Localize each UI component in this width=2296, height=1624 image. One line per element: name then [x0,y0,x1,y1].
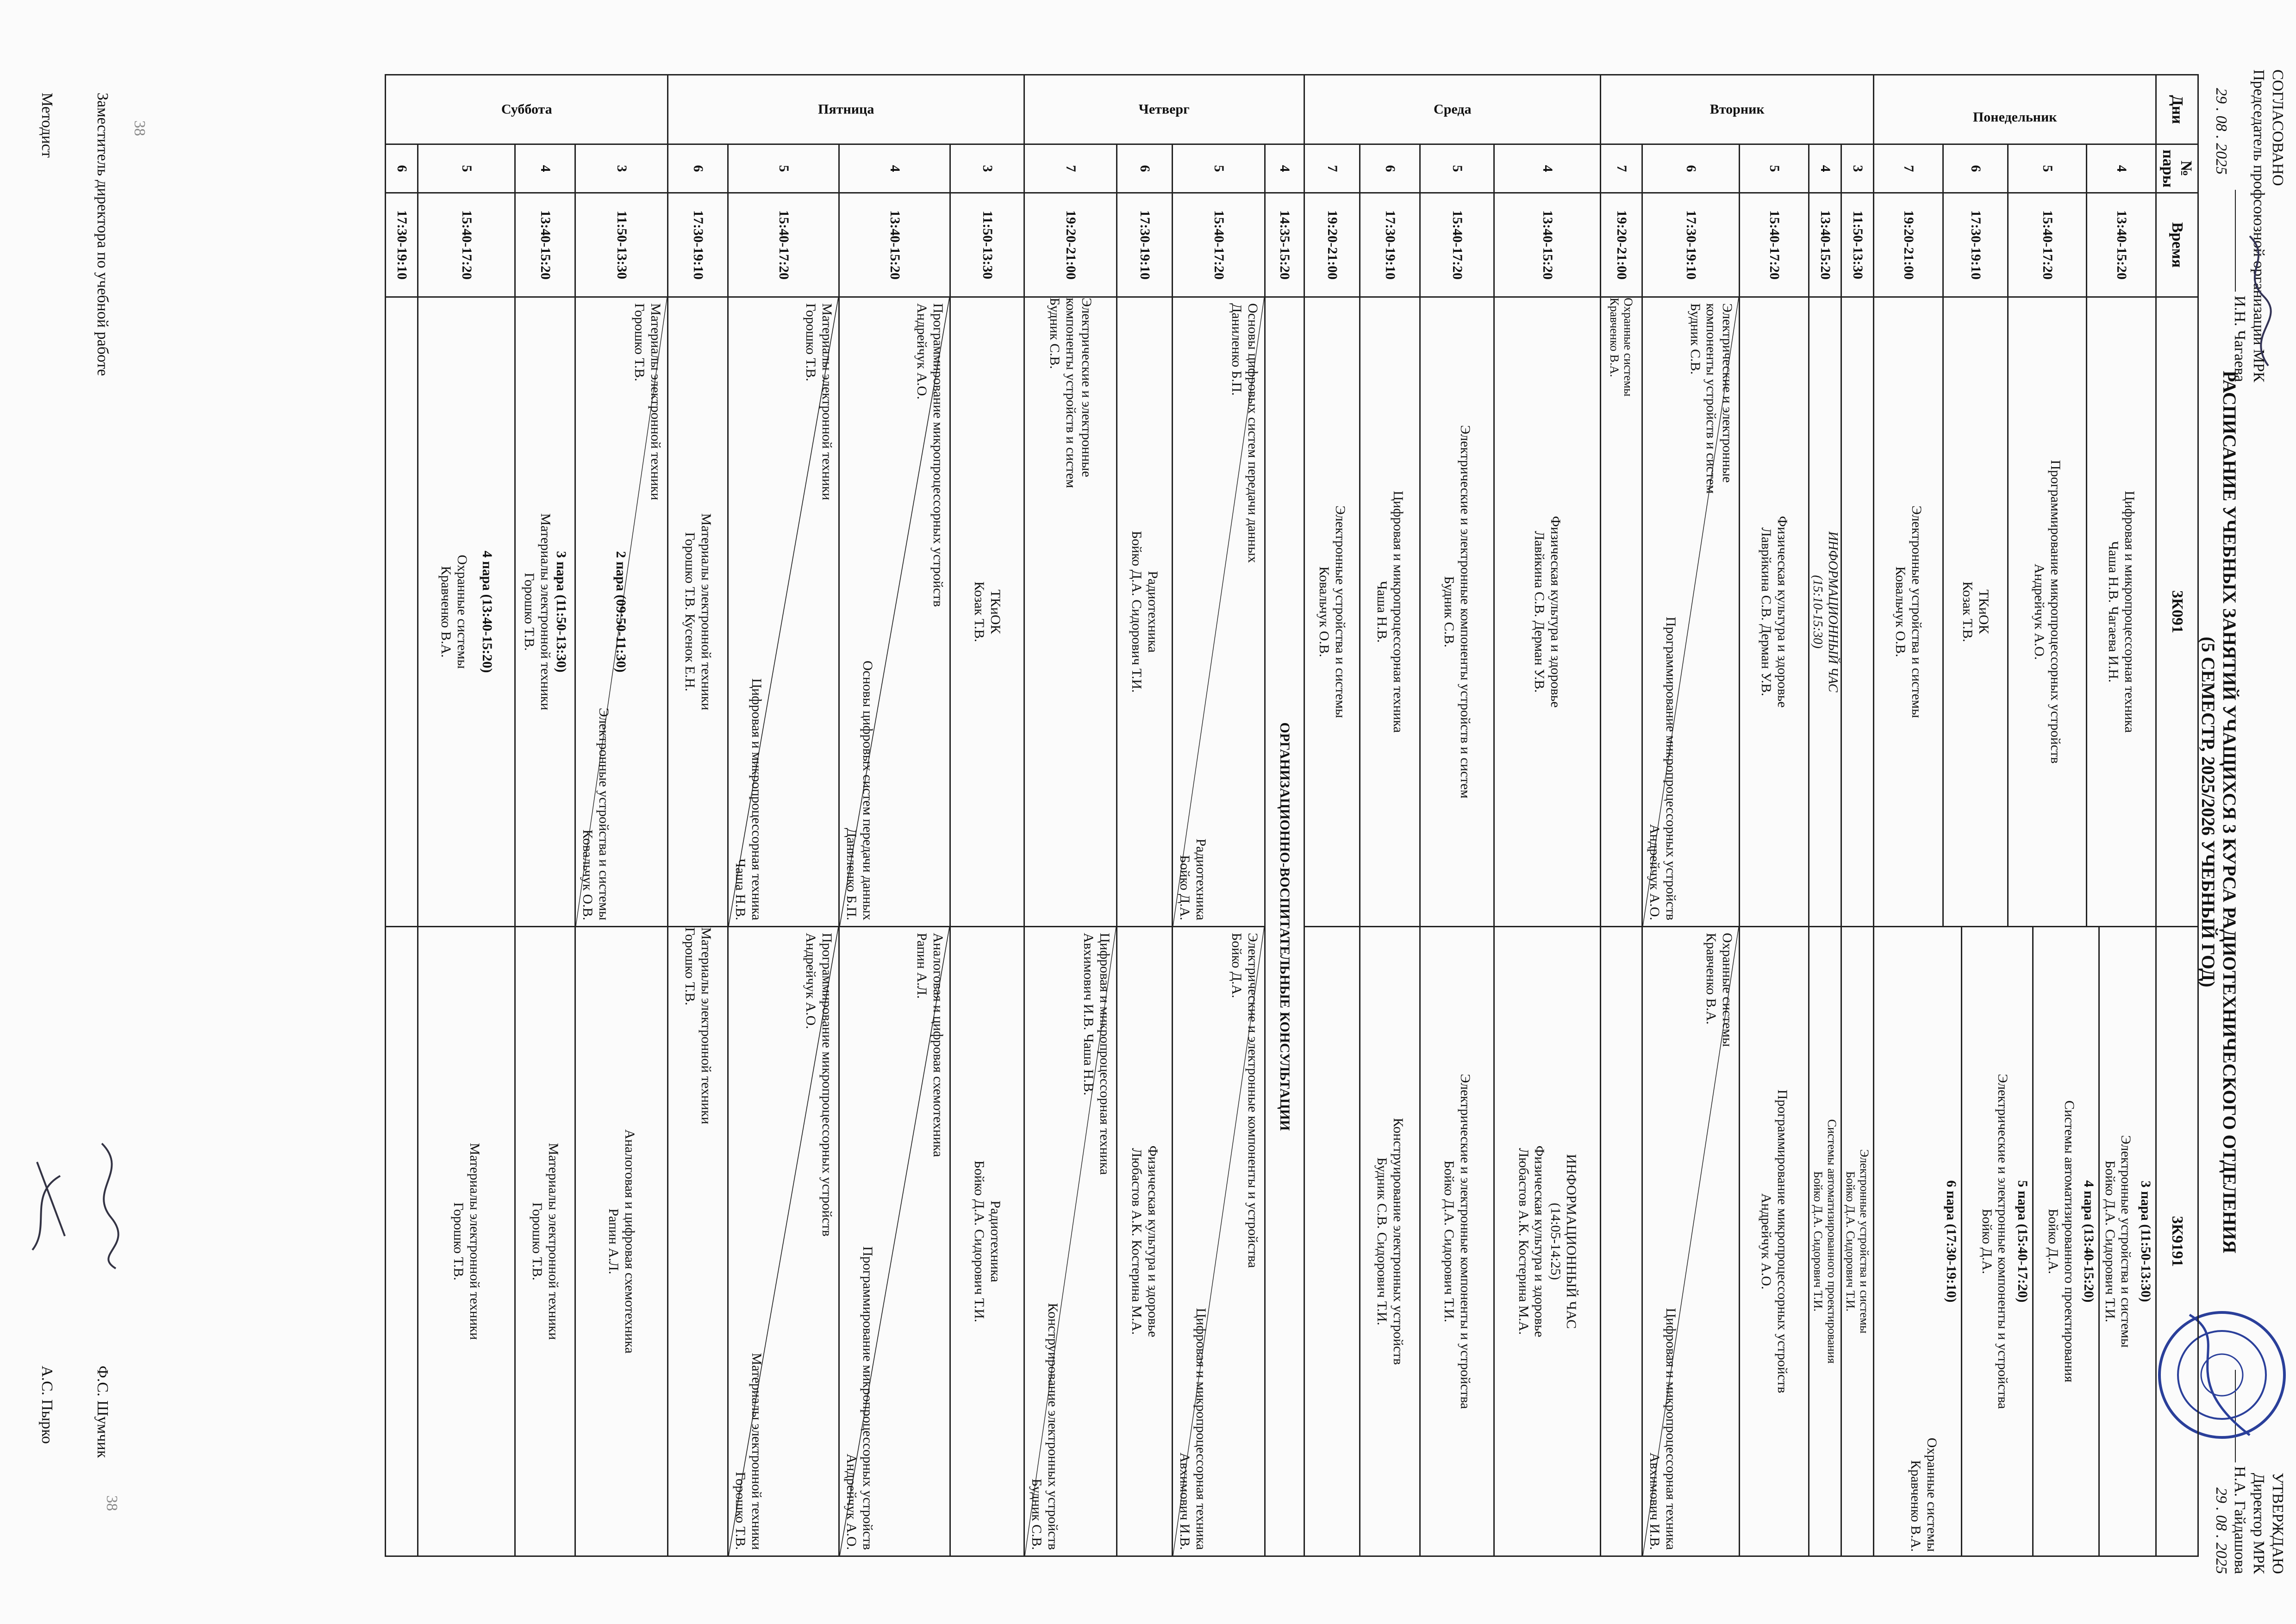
table-row [1304,75,1360,1556]
lesson-cell: Электрические и электронные компоненты устройств и систем Будник С.В. [1420,297,1494,927]
info-hour-cell: ИНФОРМАЦИОННЫЙ ЧАС (15:10-15:30) [1809,297,1841,927]
lesson-cell-empty [386,297,418,927]
pair-time: 13:40-15:20 [839,193,950,297]
pair-time: 11:50-13:30 [950,193,1024,297]
lesson-cell-empty [1841,297,1874,927]
lesson-text: Электрические и электронные компоненты и устройства Бойко Д.А. [1961,927,2013,1555]
pair-number: 4 [1494,144,1601,193]
pair-number: 7 [1874,144,1943,193]
lesson-text-upper: Программирование микропроцессорных устройств Андрейчук А.О. [803,933,835,1237]
lesson-cell: Материалы электронной техники Горошко Т.В. [668,927,728,1556]
pair-number: 7 [1304,144,1360,193]
table-row [668,75,728,1556]
pair-time: 15:40-17:20 [1740,193,1809,297]
table-row [386,75,418,1556]
lesson-cell: Охранные системы Кравченко В.А. [1601,297,1642,927]
lesson-cell [515,297,575,927]
pair-time: 15:40-17:20 [2008,193,2087,297]
deputy-name: Ф.С. Шумчик [94,1366,111,1458]
lesson-cell: Физическая культура и здоровье Любастов А.К. Костерина М.А. [1117,927,1173,1556]
header-time: Время [2156,193,2198,297]
lesson-text-lower: Конструирование электронных устройств Будник С.В. [1029,1303,1061,1550]
approval-left-title: СОГЛАСОВАНО [2269,69,2286,186]
pair-number: 5 [1173,144,1265,193]
pair-label: 6 пара (17:30-19:10) [1944,1180,1959,1303]
pair-time: 19:20-21:00 [1601,193,1642,297]
approval-left-name: И.Н. Чагаева [2231,295,2249,382]
header-group-2: 3К9191 [2156,927,2198,1556]
pair-label: 2 пара (09:50-11:30) [613,551,629,673]
table-row [1601,75,1642,1556]
lesson-text-upper: Основы цифровых систем передачи данных Даниленко Б.П. [1229,303,1260,563]
pair-time: 17:30-19:10 [1117,193,1173,297]
header-days: Дни [2156,75,2198,144]
lesson-cell: Цифровая и микропроцессорная техника Чаша Н.В. [1360,297,1420,927]
approval-left-position: Председатель профсоюзной организации МРК [2250,69,2268,382]
pair-time: 14:35-15:20 [1265,193,1304,297]
lesson-text: Охранные системы Кравченко В.А. [438,555,470,669]
lesson-text-upper: Аналоговая и цифровая схемотехника Рапин А.Л. [914,933,946,1157]
pair-number: 6 [1642,144,1740,193]
pair-number: 4 [2087,144,2156,193]
approval-right-position: Директор МРК [2250,1473,2268,1574]
lesson-text-lower: Цифровая и микропроцессорная техника Авхимович И.В. [1647,1308,1678,1550]
table-row [515,75,575,1556]
day-saturday: Суббота [386,75,668,144]
pair-number: 7 [1024,144,1117,193]
pair-time: 13:40-15:20 [1809,193,1841,297]
lesson-cell: Физическая культура и здоровье Лавйкина С.В. Дерман У.В. [1494,297,1601,927]
lesson-text-lower: Цифровая и микропроцессорная техника Авхимович И.В. [1177,1308,1209,1550]
lesson-text-upper: Цифровая и микропроцессорная техника Авхимович И.В. Чаша Н.В. [1081,933,1112,1175]
table-row [1265,75,1304,1556]
pair-time: 13:40-15:20 [1494,193,1601,297]
lesson-text: Электронные устройства и системы Бойко Д.А. Сидорович Т.И. [2099,927,2136,1555]
pair-number: 4 [839,144,950,193]
table-row [575,75,668,1556]
table-row [1841,75,1874,1556]
lesson-cell-split [1642,927,1740,1556]
lesson-cell-split [728,927,839,1556]
consultations-banner: ОРГАНИЗАЦИОННО-ВОСПИТАТЕЛЬНЫЕ КОНСУЛЬТАЦИИ [1265,297,1304,1556]
day-thursday: Четверг [1024,75,1304,144]
approval-right-title: УТВЕРЖДАЮ [2269,1472,2286,1574]
pair-number: 6 [386,144,418,193]
pair-number: 5 [418,144,515,193]
lesson-cell: ТКиОК Козак Т.В. [950,297,1024,927]
pair-time: 19:20-21:00 [1874,193,1943,297]
document-title: РАСПИСАНИЕ УЧЕБНЫХ ЗАНЯТИЙ УЧАЩИХСЯ 3 КУРСА РАДИОТЕХНИЧЕСКОГО ОТДЕЛЕНИЯ [2219,370,2240,1254]
footer-deputy [94,93,111,1528]
lesson-cell: Физическая культура и здоровье Лаврйкина С.В. Дерман У.В. [1740,297,1809,927]
table-row [1173,75,1265,1556]
pair-time: 17:30-19:10 [1943,193,2008,297]
methodist-position: Методист [38,93,56,158]
pair-number: 4 [1265,144,1304,193]
pair-number: 3 [1841,144,1874,193]
approval-right-date: 29 . 08 . 2025 [2212,1487,2230,1574]
lesson-cell: Электронные устройства и системы Бойко Д.А. Сидорович Т.И. [1841,927,1874,1556]
lesson-cell-split [839,297,950,927]
day-monday: Понедельник [1874,75,2156,144]
pair-number: 5 [1740,144,1809,193]
lesson-cell-split [839,927,950,1556]
lesson-cell: Материалы электронной техники Горошко Т.В. [515,927,575,1556]
table-row [418,75,515,1556]
lesson-text-upper: Электрические и электронные компоненты и устройства Бойко Д.А. [1229,933,1260,1268]
pair-time: 17:30-19:10 [668,193,728,297]
pair-number: 4 [515,144,575,193]
table-row [2087,75,2156,1556]
pair-time: 15:40-17:20 [418,193,515,297]
lesson-cell-empty [1601,927,1642,1556]
pair-label: 3 пара (11:50-13:30) [554,551,569,673]
lesson-text-lower: Основы цифровых систем передачи данных Даниленко Б.П. [844,661,875,920]
pair-time: 17:30-19:10 [1642,193,1740,297]
day-wednesday: Среда [1304,75,1601,144]
lesson-cell: Цифровая и микропроцессорная техника Чаша Н.В. Чагаева И.Н. [2087,297,2156,927]
table-header-row [2156,75,2198,1556]
pair-label: 3 пара (11:50-13:30) [2138,1181,2153,1302]
lesson-cell: Системы автоматизированного проектирования Бойко Д.А. Сидорович Т.И. [1809,927,1841,1556]
pair-time: 11:50-13:30 [1841,193,1874,297]
pair-time: 19:20-21:00 [1024,193,1117,297]
pair-number: 4 [1809,144,1841,193]
table-row [1024,75,1117,1556]
lesson-text: Материалы электронной техники Горошко Т.В. [522,513,553,711]
pair-time: 15:40-17:20 [728,193,839,297]
pair-number: 6 [1360,144,1420,193]
deputy-position: Заместитель директора по учебной работе [94,93,111,376]
schedule-table [385,74,2199,1557]
table-row [839,75,950,1556]
pair-number: 5 [2008,144,2087,193]
lesson-text-lower: Цифровая и микропроцессорная техника Чаша Н.В. [733,678,764,920]
header-group-1: 3К091 [2156,297,2198,927]
footer-methodist [38,93,56,1528]
lesson-cell: ИНФОРМАЦИОННЫЙ ЧАС (14:05-14:25) Физическая культура и здоровье Любастов А.К. Костерина М.А. [1494,927,1601,1556]
lesson-text-lower: Материалы электронной техники Горошко Т.В. [733,1353,764,1550]
lesson-cell: Аналоговая и цифровая схемотехника Рапин А.Л. [575,927,668,1556]
lesson-text: Охранные системы Кравченко В.А. [1908,1437,1940,1552]
lesson-cell-split [575,297,668,927]
pair-number: 5 [728,144,839,193]
day-friday: Пятница [668,75,1024,144]
lesson-text-lower: Радиотехника Бойко Д.А. [1177,838,1209,920]
approval-right-name: Н.А. Гайдашова [2231,1466,2249,1574]
table-row [950,75,1024,1556]
pair-number: 6 [1117,144,1173,193]
lesson-cell-split [1173,297,1265,927]
pair-label: 5 пара (15:40-17:20) [2015,1180,2030,1303]
lesson-cell: Электрические и электронные компоненты и устройства Бойко Д.А. Сидорович Т.И. [1420,927,1494,1556]
pair-time: 15:40-17:20 [1420,193,1494,297]
pair-label: 4 пара (13:40-15:20) [480,550,495,673]
pair-number: 5 [1420,144,1494,193]
page-number-left: 38 [131,120,148,136]
table-row [1360,75,1420,1556]
table-row [1494,75,1601,1556]
lesson-cell: Материалы электронной техники Горошко Т.В. [418,927,515,1556]
lesson-text-upper: Материалы электронной техники Горошко Т.В. [803,303,835,500]
methodist-name: А.С. Пырко [38,1366,56,1444]
lesson-cell-split [1024,927,1117,1556]
pair-number: 3 [575,144,668,193]
lesson-text-lower: Программирование микропроцессорных устройств Андрейчук А.О. [844,1246,875,1550]
lesson-cell-split [1642,297,1740,927]
pair-time: 13:40-15:20 [515,193,575,297]
lesson-text-upper: Охранные системы Кравченко В.А. [1703,933,1735,1047]
lesson-cell: ТКиОК Козак Т.В. [1943,297,2008,927]
header-pair-number: № пары [2156,144,2198,193]
pair-time: 19:20-21:00 [1304,193,1360,297]
lesson-cell: Программирование микропроцессорных устройств Андрейчук А.О. [2008,297,2087,927]
pair-time: 11:50-13:30 [575,193,668,297]
lesson-cell: Конструирование электронных устройств Будник С.В. Сидорович Т.И. [1360,927,1420,1556]
lesson-cell-split [728,297,839,927]
lesson-text-upper: Электрические и электронные компоненты устройств и систем Будник С.В. [1688,303,1735,494]
lesson-text-lower: Программирование микропроцессорных устройств Андрейчук А.О. [1647,617,1678,920]
lesson-cell-split [1173,927,1265,1556]
document-subtitle: (5 СЕМЕСТР, 2025/2026 УЧЕБНЫЙ ГОД) [2198,637,2219,987]
lesson-cell: Электрические и электронные компоненты устройств и систем Будник С.В. [1024,297,1117,927]
pair-time: 15:40-17:20 [1173,193,1265,297]
lesson-cell-empty [1304,927,1360,1556]
pair-time: 17:30-19:10 [1360,193,1420,297]
lesson-cell: Программирование микропроцессорных устройств Андрейчук А.О. [1740,927,1809,1556]
table-row [1642,75,1740,1556]
pair-label: 4 пара (13:40-15:20) [2081,1180,2097,1303]
lesson-cell: Материалы электронной техники Горошко Т.В. Кусенок Е.Н. [668,297,728,927]
table-row [1420,75,1494,1556]
pair-time: 17:30-19:10 [386,193,418,297]
table-row [1117,75,1173,1556]
signature-scribble [2236,231,2277,370]
lesson-cell: Радиотехника Бойко Д.А. Сидорович Т.И. [1117,297,1173,927]
lesson-cell-empty [386,927,418,1556]
pair-number: 3 [950,144,1024,193]
lesson-text-lower: Электронные устройства и системы Ковальчук О.В. [580,707,611,920]
lesson-cell-monday-group-2 [1874,927,2156,1556]
lesson-text-upper: Материалы электронной техники Горошко Т.В. [632,303,663,500]
lesson-cell: Электронные устройства и системы Ковальчук О.В. [1304,297,1360,927]
lesson-text: Системы автоматизированного проектирования Бойко Д.А. [2032,927,2079,1555]
pair-number: 6 [1943,144,2008,193]
signature-scribble [19,1134,130,1273]
page-number-right: 38 [103,1495,120,1511]
table-row [1740,75,1809,1556]
approval-left-date: 29 . 08 . 2025 [2212,88,2230,175]
lesson-cell: Радиотехника Бойко Д.А. Сидорович Т.И. [950,927,1024,1556]
lesson-cell: Электронные устройства и системы Ковальчук О.В. [1874,297,1943,927]
day-tuesday: Вторник [1601,75,1874,144]
pair-number: 6 [668,144,728,193]
pair-time: 13:40-15:20 [2087,193,2156,297]
pair-number: 7 [1601,144,1642,193]
table-row [728,75,839,1556]
lesson-text-upper: Программирование микропроцессорных устройств Андрейчук А.О. [914,303,946,607]
lesson-cell [418,297,515,927]
table-row [1809,75,1841,1556]
